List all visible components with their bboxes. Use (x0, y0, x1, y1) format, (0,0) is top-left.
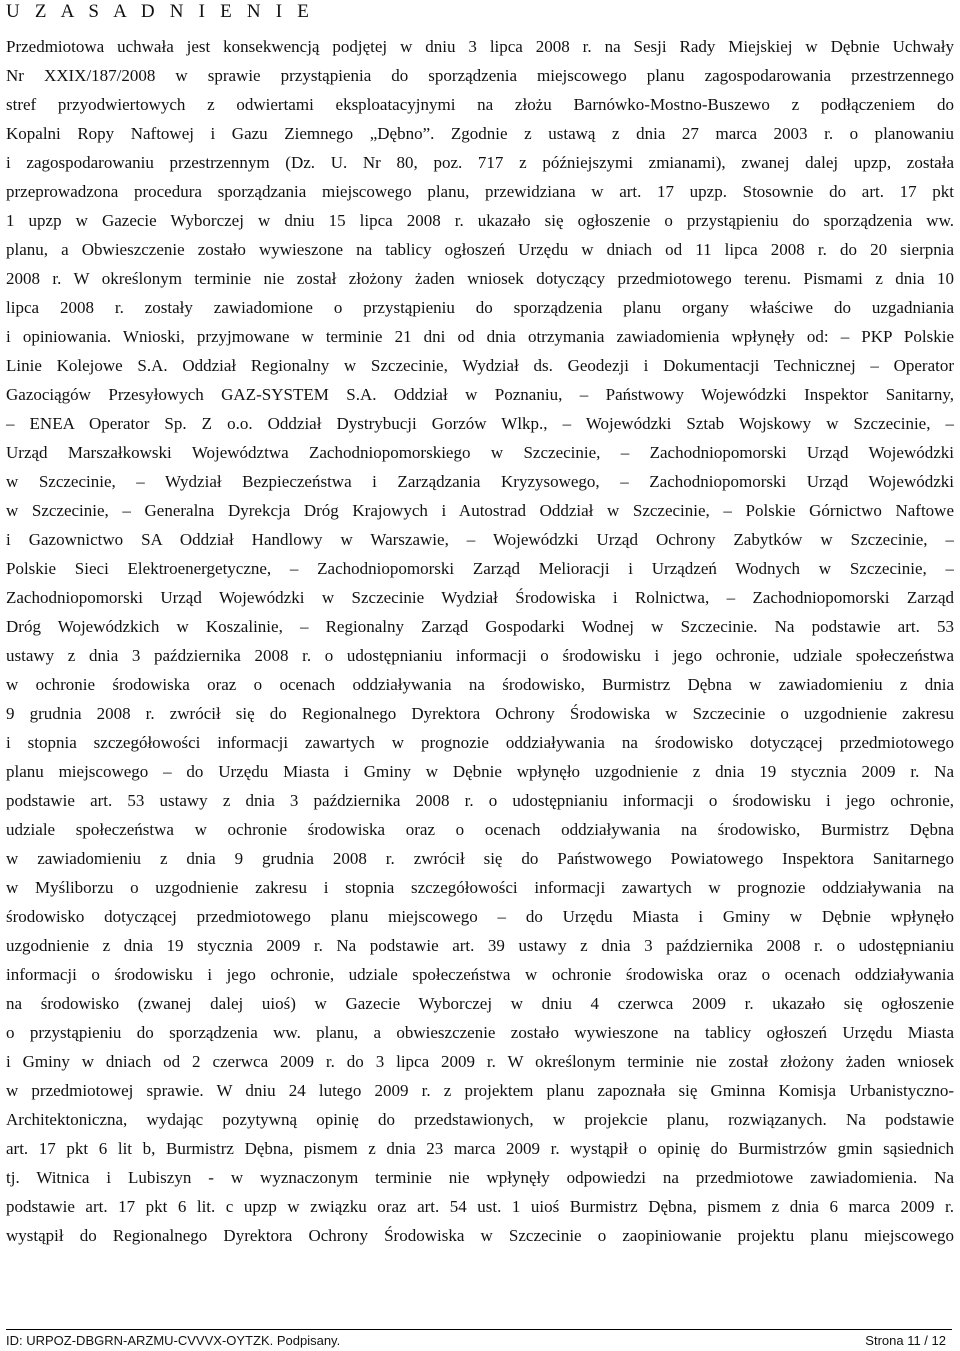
text-line: i zagospodarowaniu przestrzennym (Dz. U. Nr 80, poz. 717 z późniejszymi zmianami), zwanej dalej upzp, została (6, 153, 954, 172)
text-line: Urząd Marszałkowski Województwa Zachodniopomorskiego w Szczecinie, – Zachodniopomorski Urząd Wojewódzki (6, 443, 954, 462)
text-line: planu miejscowego – do Urzędu Miasta i Gminy w Dębnie wpłynęło uzgodnienie z dnia 19 stycznia 2009 r. Na (6, 762, 954, 781)
text-line: 2008 r. W określonym terminie nie został złożony żaden wniosek dotyczący przedmiotowego terenu. Pismami z dnia 10 (6, 269, 954, 288)
text-line: przeprowadzona procedura sporządzania miejscowego planu, przewidziana w art. 17 upzp. Stosownie do art. 17 pkt (6, 182, 954, 201)
text-line: na środowisko (zwanej dalej uioś) w Gazecie Wyborczej w dniu 4 czerwca 2009 r. ukazało się ogłoszenie (6, 994, 954, 1013)
text-line: informacji o środowisku i jego ochronie, udziale społeczeństwa w ochronie środowiska oraz o ocenach oddziaływania (6, 965, 954, 984)
text-line: Linie Kolejowe S.A. Oddział Regionalny w Szczecinie, Wydział ds. Geodezji i Dokumentacji Technicznej – Operator (6, 356, 954, 375)
text-line: Zachodniopomorski Urząd Wojewódzki w Szczecinie Wydział Środowiska i Rolnictwa, – Zachodniopomorski Zarząd (6, 588, 954, 607)
footer-divider (6, 1329, 952, 1330)
text-line: 9 grudnia 2008 r. zwrócił się do Regionalnego Dyrektora Ochrony Środowiska w Szczecinie o uzgodnienie zakresu (6, 704, 954, 723)
text-line: podstawie art. 53 ustawy z dnia 3 października 2008 r. o udostępnianiu informacji o środowisku i jego ochronie, (6, 791, 954, 810)
document-heading: U Z A S A D N I E N I E (6, 1, 315, 22)
text-line: Nr XXIX/187/2008 w sprawie przystąpienia do sporządzenia miejscowego planu zagospodarowania przestrzennego (6, 66, 954, 85)
text-line: w Szczecinie, – Wydział Bezpieczeństwa i Zarządzania Kryzysowego, – Zachodniopomorski Urząd Wojewódzki (6, 472, 954, 491)
text-line: i Gazownictwo SA Oddział Handlowy w Warszawie, – Wojewódzki Urząd Ochrony Zabytków w Szczecinie, – (6, 530, 954, 549)
text-line: podstawie art. 17 pkt 6 lit. c upzp w związku oraz art. 54 ust. 1 uioś Burmistrz Dębna, pismem z dnia 6 marca 2009 r. (6, 1197, 954, 1216)
text-line: Dróg Wojewódzkich w Koszalinie, – Regionalny Zarząd Gospodarki Wodnej w Szczecinie. Na podstawie art. 53 (6, 617, 954, 636)
text-line: o przystąpieniu do sporządzenia ww. planu, a obwieszczenie zostało wywieszone na tablicy ogłoszeń Urzędu Miasta (6, 1023, 954, 1042)
text-line: tj. Witnica i Lubiszyn - w wyznaczonym terminie nie wpłynęły odpowiedzi na przedmiotowe zawiadomienia. Na (6, 1168, 954, 1187)
text-line: i stopnia szczegółowości informacji zawartych w prognozie oddziaływania na środowisko dotyczącej przedmiotowego (6, 733, 954, 752)
text-line: art. 17 pkt 6 lit b, Burmistrz Dębna, pismem z dnia 23 marca 2009 r. wystąpił o opinię do Burmistrzów gmin sąsiednich (6, 1139, 954, 1158)
text-line: i Gminy w dniach od 2 czerwca 2009 r. do 3 lipca 2009 r. W określonym terminie nie został złożony żaden wniosek (6, 1052, 954, 1071)
text-line: Architektoniczna, wydając pozytywną opinię do przedstawionych, w projekcie planu, rozwiązanych. Na podstawie (6, 1110, 954, 1129)
text-line: w Myśliborzu o uzgodnienie zakresu i stopnia szczegółowości informacji zawartych w prognozie oddziaływania na (6, 878, 954, 897)
text-line: w zawiadomieniu z dnia 9 grudnia 2008 r. zwrócił się do Państwowego Powiatowego Inspektora Sanitarnego (6, 849, 954, 868)
text-line: ustawy z dnia 3 października 2008 r. o udostępnianiu informacji o środowisku i jego ochronie, udziale społeczeństwa (6, 646, 954, 665)
text-line: wystąpił do Regionalnego Dyrektora Ochrony Środowiska w Szczecinie o zaopiniowanie projektu planu miejscowego (6, 1226, 954, 1245)
text-line: w ochronie środowiska oraz o ocenach oddziaływania na środowisko, Burmistrz Dębna w zawiadomieniu z dnia (6, 675, 954, 694)
text-line: w przedmiotowej sprawie. W dniu 24 lutego 2009 r. z projektem planu zapoznała się Gminna Komisja Urbanistyczno- (6, 1081, 954, 1100)
text-line: Gazociągów Przesyłowych GAZ-SYSTEM S.A. Oddział w Poznaniu, – Państwowy Wojewódzki Inspektor Sanitarny, (6, 385, 954, 404)
text-line: w Szczecinie, – Generalna Dyrekcja Dróg Krajowych i Autostrad Oddział w Szczecinie, – Polskie Górnictwo Naftowe (6, 501, 954, 520)
document-id: ID: URPOZ-DBGRN-ARZMU-CVVVX-OYTZK. Podpisany. (6, 1333, 341, 1348)
text-line: udziale społeczeństwa w ochronie środowiska oraz o ocenach oddziaływania na środowisko, Burmistrz Dębna (6, 820, 954, 839)
text-line: lipca 2008 r. zostały zawiadomione o przystąpieniu do sporządzenia planu organy właściwe do uzgadniania (6, 298, 954, 317)
text-line: stref przyodwiertowych z odwiertami eksploatacyjnymi na złożu Barnówko-Mostno-Buszewo z podłączeniem do (6, 95, 954, 114)
text-line: i opiniowania. Wnioski, przyjmowane w terminie 21 dni od dnia otrzymania zawiadomienia wpłynęły od: – PKP Polskie (6, 327, 954, 346)
text-line: Polskie Sieci Elektroenergetyczne, – Zachodniopomorski Zarząd Melioracji i Urządzeń Wodnych w Szczecinie, – (6, 559, 954, 578)
text-line: Przedmiotowa uchwała jest konsekwencją podjętej w dniu 3 lipca 2008 r. na Sesji Rady Miejskiej w Dębnie Uchwały (6, 37, 954, 56)
text-line: 1 upzp w Gazecie Wyborczej w dniu 15 lipca 2008 r. ukazało się ogłoszenie o przystąpieniu do sporządzenia ww. (6, 211, 954, 230)
text-line: – ENEA Operator Sp. Z o.o. Oddział Dystrybucji Gorzów Wlkp., – Wojewódzki Sztab Wojskowy w Szczecinie, – (6, 414, 954, 433)
text-line: Kopalni Ropy Naftowej i Gazu Ziemnego „Dębno”. Zgodnie z ustawą z dnia 27 marca 2003 r. o planowaniu (6, 124, 954, 143)
text-line: uzgodnienie z dnia 19 stycznia 2009 r. Na podstawie art. 39 ustawy z dnia 3 października 2008 r. o udostępnianiu (6, 936, 954, 955)
page-number: Strona 11 / 12 (865, 1333, 946, 1348)
text-line: środowisko dotyczącej przedmiotowego planu miejscowego – do Urzędu Miasta i Gminy w Dębnie wpłynęło (6, 907, 954, 926)
text-line: planu, a Obwieszczenie zostało wywieszone na tablicy ogłoszeń Urzędu w dniach od 11 lipca 2008 r. do 20 sierpnia (6, 240, 954, 259)
